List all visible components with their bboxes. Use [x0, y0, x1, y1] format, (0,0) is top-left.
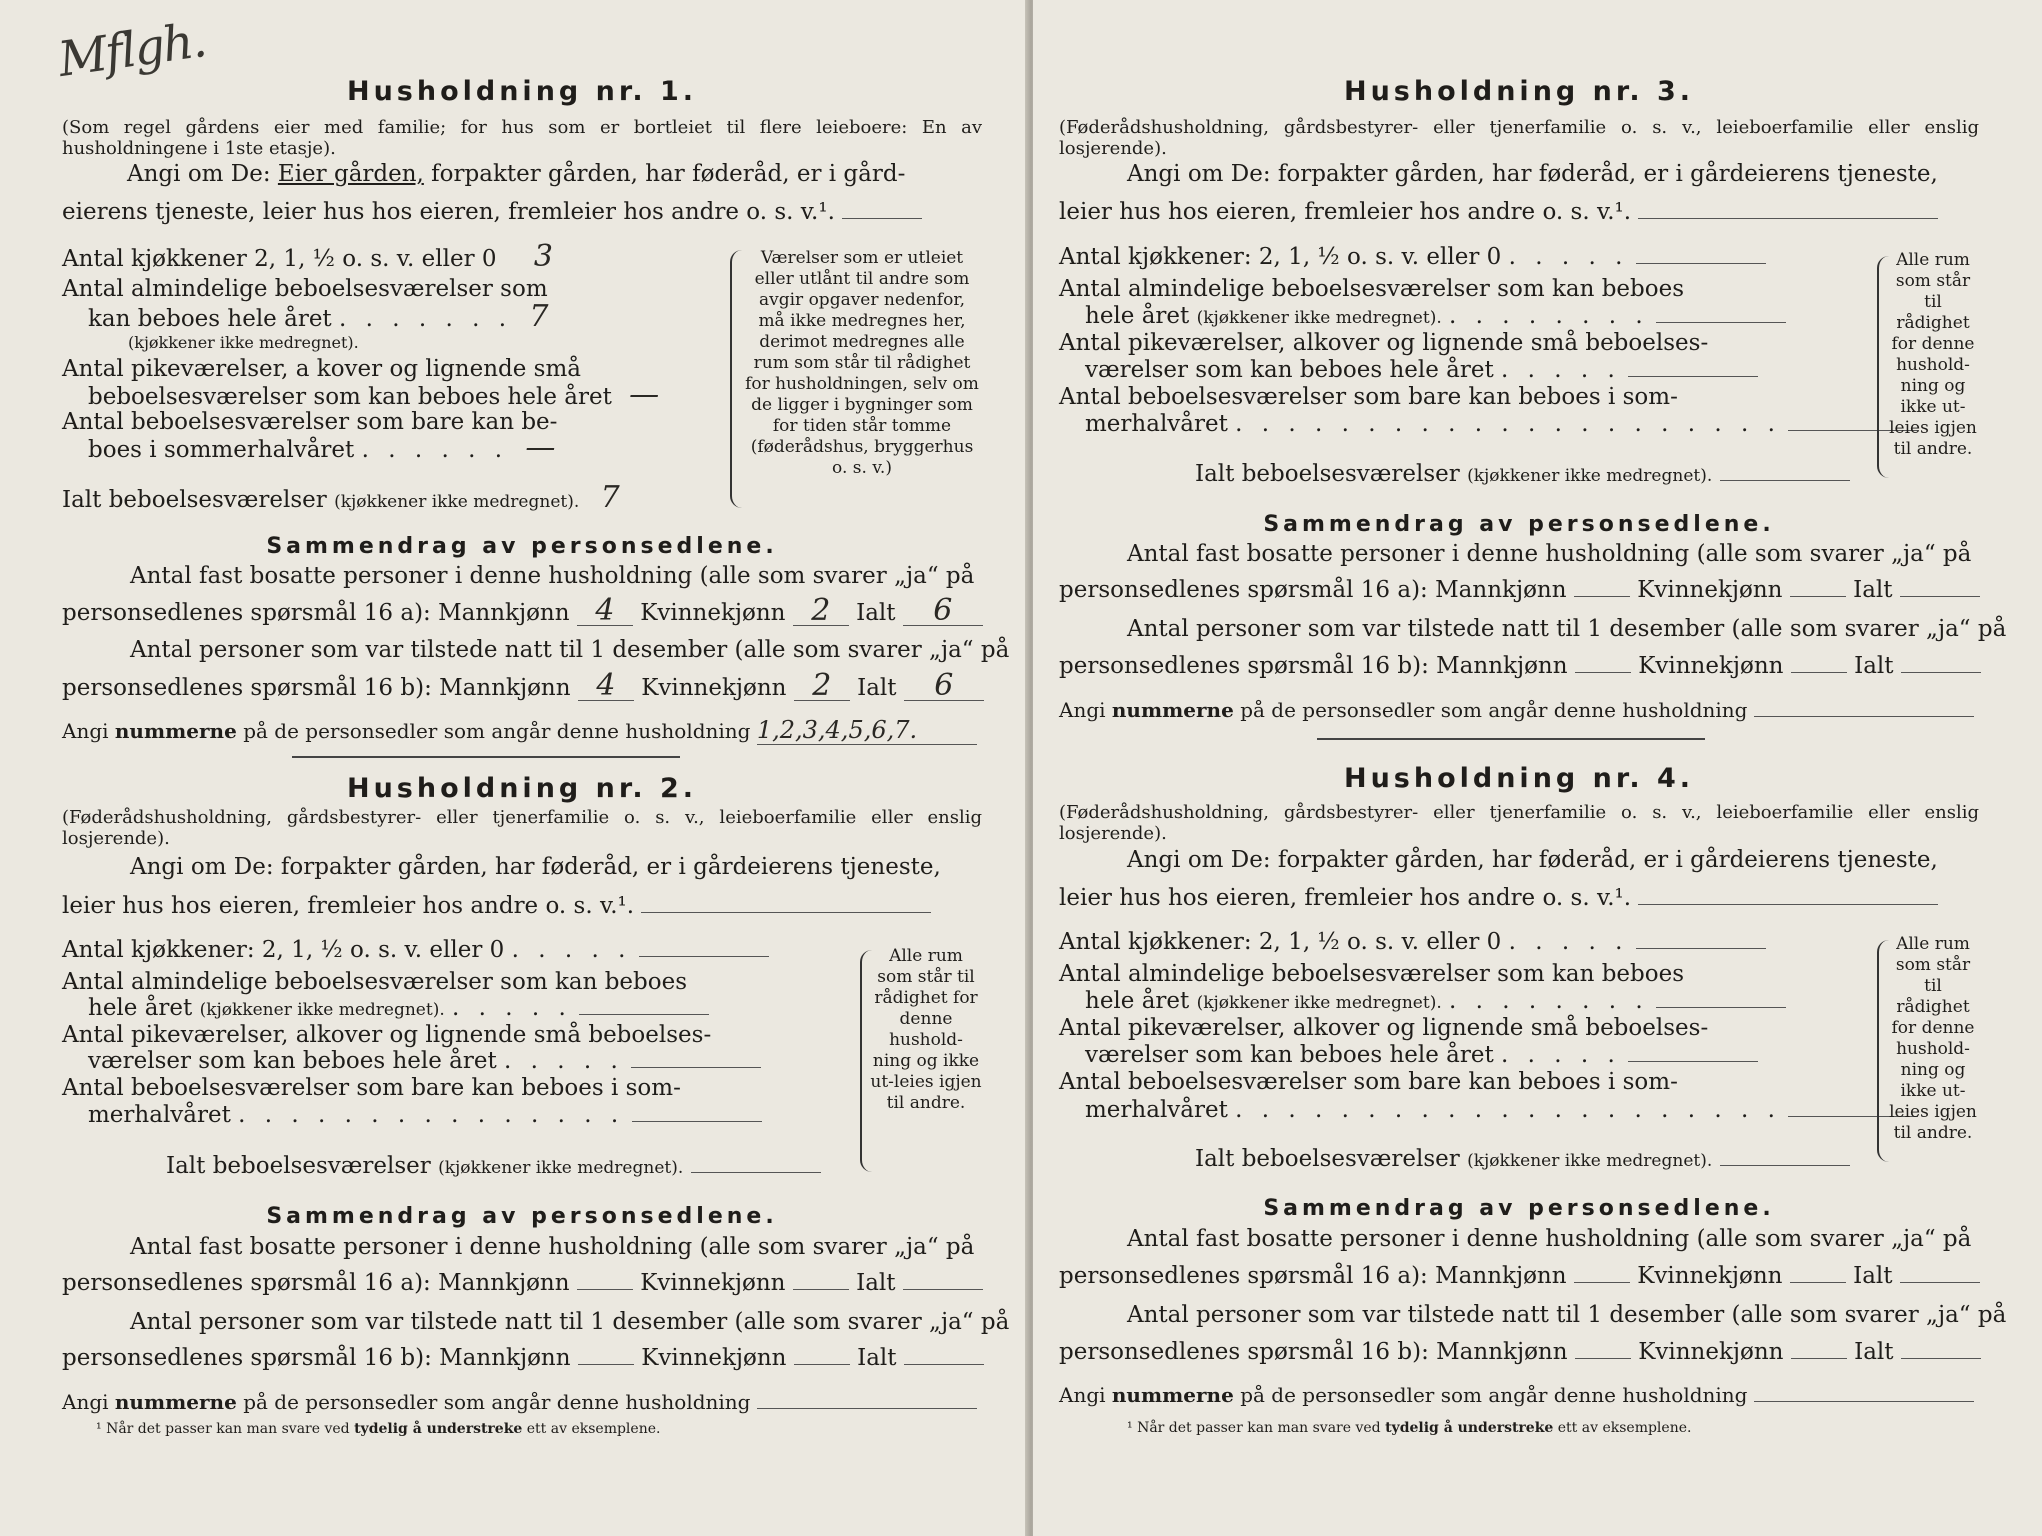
male-value: 4: [577, 597, 633, 626]
male-blank: [1575, 671, 1631, 673]
answer-line: [1636, 262, 1766, 264]
footnote-b: tydelig å understreke: [354, 1421, 523, 1437]
kitchens-value: 3: [533, 239, 553, 274]
numbers-label-b: nummerne: [114, 1390, 237, 1414]
rooms-label-b: hele året: [1085, 988, 1190, 1014]
h4-small-rooms-row: værelser som kan beboes hele året . . . . .: [1085, 1041, 1758, 1069]
h3-present-text: Antal personer som var tilstede natt til 1 desember (alle som svarer „ja“ på: [1127, 616, 2007, 642]
h4-summer-rooms-label-a: Antal beboelsesværelser som bare kan beboes i som-: [1059, 1069, 1678, 1095]
angi-options-cont: leier hus hos eieren, fremleier hos andre o. s. v.¹.: [1059, 885, 1632, 911]
female-blank: [794, 1363, 850, 1365]
numbers-blank: [757, 1407, 977, 1409]
female-label: Kvinnekjønn: [641, 675, 787, 701]
h3-resident-row: [1059, 576, 1980, 604]
rooms-sub: (kjøkkener ikke medregnet).: [1196, 308, 1442, 328]
summer-rooms-label-b: merhalvåret: [1085, 411, 1228, 437]
h2-total-row: [166, 1152, 821, 1182]
total-blank: [903, 1288, 983, 1290]
h2-rooms-label-a: Antal almindelige beboelsesværelser som kan beboes: [62, 969, 688, 995]
rooms-label-b: hele året: [88, 995, 193, 1021]
male-blank: [1574, 1281, 1630, 1283]
total-label: Ialt beboelsesværelser: [62, 487, 327, 513]
h3-total-row: [1195, 460, 1850, 490]
answer-line: [579, 1013, 709, 1015]
h4-rooms-label-a: Antal almindelige beboelsesværelser som kan beboes: [1059, 961, 1685, 987]
divider: [1317, 738, 1705, 740]
numbers-label-b: nummerne: [1111, 1383, 1234, 1407]
h1-summer-rooms-row: boes i sommerhalvåret . . . . . . —: [88, 430, 556, 465]
h1-resident-text: Antal fast bosatte personer i denne husholdning (alle som svarer „ja“ på: [130, 563, 975, 589]
h1-side-note: Værelser som er utleiet eller utlånt til andre som avgir opgaver nedenfor, må ikke medregnes her, derimot medregnes alle rum som står til rådighet for husholdningen, selv om de ligger i bygninger som for tiden står tomme (føderådshus, bryggerhus o. s. v.): [745, 248, 979, 478]
footnote-c: ett av eksemplene.: [1557, 1420, 1692, 1436]
footnote-c: ett av eksemplene.: [526, 1421, 661, 1437]
h4-small-rooms-label-a: Antal pikeværelser, alkover og lignende små beboelses-: [1059, 1015, 1709, 1041]
household-4-title: Husholdning nr. 4.: [1343, 763, 1695, 794]
h1-summary-title: Sammendrag av personsedlene.: [266, 534, 778, 559]
answer-line: [1638, 217, 1938, 219]
household-2-title: Husholdning nr. 2.: [346, 773, 698, 804]
small-rooms-label-b: værelser som kan beboes hele året: [1085, 1042, 1494, 1068]
h3-small-rooms-label-a: Antal pikeværelser, alkover og lignende små beboelses-: [1059, 330, 1709, 356]
right-page: [1033, 0, 2042, 1536]
h4-present-text: Antal personer som var tilstede natt til 1 desember (alle som svarer „ja“ på: [1127, 1302, 2007, 1328]
rooms-label-b: kan beboes hele året: [88, 306, 332, 332]
female-label: Kvinnekjønn: [1637, 577, 1783, 603]
female-blank: [1790, 1281, 1846, 1283]
footnote-a: ¹ Når det passer kan man svare ved: [96, 1421, 350, 1437]
household-2-note: (Føderådshusholdning, gårdsbestyrer- eller tjenerfamilie o. s. v., leieboerfamilie eller enslig losjerende).: [62, 807, 982, 849]
h2-kitchens-row: Antal kjøkkener: 2, 1, ½ o. s. v. eller 0 . . . . .: [62, 936, 769, 964]
h4-summary-title: Sammendrag av personsedlene.: [1263, 1196, 1775, 1221]
h3-numbers-row: [1059, 696, 1974, 724]
rooms-sub: (kjøkkener ikke medregnet).: [199, 1000, 445, 1020]
summer-rooms-label-b: merhalvåret: [88, 1102, 231, 1128]
male-blank: [578, 1363, 634, 1365]
numbers-blank: [1754, 715, 1974, 717]
total-sub: (kjøkkener ikke medregnet).: [1467, 1151, 1713, 1171]
numbers-value: 1,2,3,4,5,6,7.: [757, 716, 977, 745]
numbers-blank: [1754, 1400, 1974, 1402]
right-footnote: [1127, 1420, 1691, 1436]
answer-line: [842, 217, 922, 219]
household-3-note: (Føderådshusholdning, gårdsbestyrer- eller tjenerfamilie o. s. v., leieboerfamilie eller enslig losjerende).: [1059, 117, 1979, 159]
h3-kitchens-row: Antal kjøkkener: 2, 1, ½ o. s. v. eller 0 . . . . .: [1059, 243, 1766, 271]
female-label: Kvinnekjønn: [641, 1345, 787, 1371]
total-persons-label: Ialt: [857, 1345, 897, 1371]
summer-rooms-value: —: [525, 430, 556, 465]
h4-resident-row: [1059, 1262, 1980, 1290]
answer-line: [632, 1120, 762, 1122]
small-rooms-label-b: beboelsesværelser som kan beboes hele året: [88, 384, 612, 410]
answer-line: [691, 1171, 821, 1173]
total-sub: (kjøkkener ikke medregnet).: [1467, 466, 1713, 486]
answer-line: [1720, 479, 1850, 481]
kitchens-label: Antal kjøkkener 2, 1, ½ o. s. v. eller 0: [62, 246, 497, 272]
h4-numbers-row: [1059, 1381, 1974, 1409]
female-value: 2: [793, 597, 849, 626]
small-rooms-label-b: værelser som kan beboes hele året: [1085, 357, 1494, 383]
male-label: personsedlenes spørsmål 16 a): Mannkjønn: [1059, 577, 1567, 603]
male-blank: [1574, 595, 1630, 597]
answer-line: [631, 1066, 761, 1068]
h2-numbers-row: [62, 1388, 977, 1416]
h2-rooms-row: hele året (kjøkkener ikke medregnet). . . . . .: [88, 994, 709, 1024]
answer-line: [1628, 375, 1758, 377]
answer-line: [1656, 321, 1786, 323]
numbers-label-a: Angi: [62, 1390, 109, 1414]
female-blank: [1791, 671, 1847, 673]
household-1-note: (Som regel gårdens eier med familie; for hus som er bortleiet til flere leieboere: En av husholdningene i 1ste etasje).: [62, 117, 982, 159]
h4-angi-line-2: [1059, 884, 1938, 912]
household-1-title: Husholdning nr. 1.: [346, 76, 698, 107]
numbers-label-c: på de personsedler som angår denne husholdning: [1240, 698, 1748, 722]
h4-angi-line-1: Angi om De: forpakter gården, har føderåd, er i gårdeierens tjeneste,: [1127, 847, 1938, 873]
household-4-note: (Føderådshusholdning, gårdsbestyrer- eller tjenerfamilie o. s. v., leieboerfamilie eller enslig losjerende).: [1059, 802, 1979, 844]
angi-options-cont: eierens tjeneste, leier hus hos eieren, fremleier hos andre o. s. v.¹.: [62, 199, 835, 225]
h1-rooms-label-a: Antal almindelige beboelsesværelser som: [62, 276, 548, 302]
h2-present-row: [62, 1344, 984, 1372]
angi-options-cont: leier hus hos eieren, fremleier hos andre o. s. v.¹.: [1059, 199, 1632, 225]
total-persons-label: Ialt: [1854, 1339, 1894, 1365]
h2-resident-text: Antal fast bosatte personer i denne husholdning (alle som svarer „ja“ på: [130, 1234, 975, 1260]
household-1-angi-line-2: [62, 198, 922, 226]
female-blank: [1790, 595, 1846, 597]
h2-summer-rooms-row: merhalvåret . . . . . . . . . . . . . . .: [88, 1101, 762, 1129]
kitchens-label: Antal kjøkkener: 2, 1, ½ o. s. v. eller 0: [62, 937, 505, 963]
h3-present-row: [1059, 652, 1981, 680]
h1-total-row: [62, 480, 620, 516]
kitchens-label: Antal kjøkkener: 2, 1, ½ o. s. v. eller 0: [1059, 929, 1502, 955]
answer-line: [1720, 1164, 1850, 1166]
male-blank: [1575, 1357, 1631, 1359]
h1-rooms-sub: (kjøkkener ikke medregnet).: [128, 333, 359, 352]
handwritten-stamp: Mflgh.: [54, 12, 209, 88]
h1-numbers-row: [62, 716, 977, 745]
rooms-label-b: hele året: [1085, 303, 1190, 329]
h3-rooms-label-a: Antal almindelige beboelsesværelser som kan beboes: [1059, 276, 1685, 302]
answer-line: [1638, 903, 1938, 905]
footnote-a: ¹ Når det passer kan man svare ved: [1127, 1420, 1381, 1436]
numbers-label-a: Angi: [1059, 698, 1106, 722]
male-blank: [577, 1288, 633, 1290]
total-label: Ialt beboelsesværelser: [166, 1153, 431, 1179]
total-blank: [1901, 1357, 1981, 1359]
h3-angi-line-1: Angi om De: forpakter gården, har føderåd, er i gårdeierens tjeneste,: [1127, 161, 1938, 187]
total-blank: [1901, 671, 1981, 673]
h2-angi-line-2: [62, 892, 931, 920]
numbers-label-a: Angi: [1059, 1383, 1106, 1407]
h2-small-rooms-label-a: Antal pikeværelser, alkover og lignende små beboelses-: [62, 1022, 712, 1048]
h4-side-note: Alle rum som står til rådighet for denne hushold-ning og ikke ut-leies igjen til andre.: [1889, 934, 1977, 1143]
angi-eier-underlined: Eier gården,: [277, 161, 424, 187]
h4-summer-rooms-row: merhalvåret . . . . . . . . . . . . . . . . . . . . .: [1085, 1096, 1918, 1124]
small-rooms-value: —: [629, 377, 660, 412]
male-label: personsedlenes spørsmål 16 b): Mannkjønn: [62, 675, 571, 701]
h2-summary-title: Sammendrag av personsedlene.: [266, 1204, 778, 1229]
left-footnote: [96, 1421, 660, 1437]
answer-line: [641, 911, 931, 913]
angi-options-cont: leier hus hos eieren, fremleier hos andre o. s. v.¹.: [62, 893, 635, 919]
total-blank: [1900, 1281, 1980, 1283]
numbers-label-a: Angi: [62, 719, 109, 743]
h3-summary-title: Sammendrag av personsedlene.: [1263, 512, 1775, 537]
h3-angi-line-2: [1059, 198, 1938, 226]
h3-rooms-row: hele året (kjøkkener ikke medregnet). . . . . . . . .: [1085, 302, 1786, 332]
total-persons-label: Ialt: [1853, 1263, 1893, 1289]
total-value: 7: [600, 480, 620, 515]
total-label: Ialt beboelsesværelser: [1195, 461, 1460, 487]
divider: [292, 756, 680, 758]
answer-line: [1636, 947, 1766, 949]
h2-resident-row: [62, 1269, 983, 1297]
rooms-value: 7: [529, 299, 549, 334]
angi-options: forpakter gården, har føderåd, er i gård-: [431, 161, 906, 187]
total-label: Ialt beboelsesværelser: [1195, 1146, 1460, 1172]
female-label: Kvinnekjønn: [1638, 1339, 1784, 1365]
h4-kitchens-row: Antal kjøkkener: 2, 1, ½ o. s. v. eller 0 . . . . .: [1059, 928, 1766, 956]
male-label: personsedlenes spørsmål 16 b): Mannkjønn: [62, 1345, 571, 1371]
small-rooms-label-b: værelser som kan beboes hele året: [88, 1048, 497, 1074]
footnote-b: tydelig å understreke: [1385, 1420, 1554, 1436]
h1-small-rooms-row: [88, 377, 660, 412]
female-blank: [1791, 1357, 1847, 1359]
h4-resident-text: Antal fast bosatte personer i denne husholdning (alle som svarer „ja“ på: [1127, 1226, 1972, 1252]
h3-summer-rooms-label-a: Antal beboelsesværelser som bare kan beboes i som-: [1059, 384, 1678, 410]
male-label: personsedlenes spørsmål 16 a): Mannkjønn: [1059, 1263, 1567, 1289]
numbers-label-b: nummerne: [1111, 698, 1234, 722]
h1-present-text: Antal personer som var tilstede natt til 1 desember (alle som svarer „ja“ på: [130, 637, 1010, 663]
h4-rooms-row: hele året (kjøkkener ikke medregnet). . . . . . . . .: [1085, 987, 1786, 1017]
total-persons-label: Ialt: [1854, 653, 1894, 679]
female-value: 2: [794, 672, 850, 701]
total-sub: (kjøkkener ikke medregnet).: [334, 492, 580, 512]
h1-present-row: [62, 668, 984, 703]
h1-rooms-row: kan beboes hele året . . . . . . . 7: [88, 299, 549, 334]
male-label: personsedlenes spørsmål 16 a): Mannkjønn: [62, 600, 570, 626]
h2-side-note: Alle rum som står til rådighet for denne hushold-ning og ikke ut-leies igjen til andre.: [870, 946, 982, 1113]
answer-line: [1628, 1060, 1758, 1062]
h3-side-note: Alle rum som står til rådighet for denne hushold-ning og ikke ut-leies igjen til andre.: [1889, 250, 1977, 459]
rooms-sub: (kjøkkener ikke medregnet).: [1196, 993, 1442, 1013]
angi-label: Angi om De:: [127, 161, 271, 187]
total-persons-label: Ialt: [856, 1270, 896, 1296]
h2-angi-line-1: Angi om De: forpakter gården, har føderåd, er i gårdeierens tjeneste,: [130, 854, 941, 880]
total-blank: [904, 1363, 984, 1365]
h3-summer-rooms-row: merhalvåret . . . . . . . . . . . . . . . . . . . . .: [1085, 410, 1918, 438]
numbers-label-c: på de personsedler som angår denne husholdning: [243, 1390, 751, 1414]
total-persons-value: 6: [903, 597, 983, 626]
male-label: personsedlenes spørsmål 16 b): Mannkjønn: [1059, 653, 1568, 679]
female-label: Kvinnekjønn: [640, 600, 786, 626]
summer-rooms-label-b: merhalvåret: [1085, 1097, 1228, 1123]
female-blank: [793, 1288, 849, 1290]
total-blank: [1900, 595, 1980, 597]
total-sub: (kjøkkener ikke medregnet).: [438, 1158, 684, 1178]
total-persons-label: Ialt: [857, 675, 897, 701]
female-label: Kvinnekjønn: [640, 1270, 786, 1296]
h2-summer-rooms-label-a: Antal beboelsesværelser som bare kan beboes i som-: [62, 1075, 681, 1101]
h1-resident-row: [62, 593, 983, 628]
h1-small-rooms-label-a: Antal pikeværelser, a kover og lignende små: [62, 356, 581, 382]
h3-small-rooms-row: værelser som kan beboes hele året . . . . .: [1085, 356, 1758, 384]
household-1-angi-line-1: [127, 160, 905, 188]
female-label: Kvinnekjønn: [1637, 1263, 1783, 1289]
male-value: 4: [578, 672, 634, 701]
h1-kitchens-row: [62, 239, 553, 274]
numbers-label-b: nummerne: [114, 719, 237, 743]
total-persons-label: Ialt: [856, 600, 896, 626]
numbers-label-c: på de personsedler som angår denne husholdning: [1240, 1383, 1748, 1407]
h4-present-row: [1059, 1338, 1981, 1366]
answer-line: [1656, 1006, 1786, 1008]
h2-small-rooms-row: værelser som kan beboes hele året . . . . .: [88, 1047, 761, 1075]
summer-rooms-label-b: boes i sommerhalvåret: [88, 437, 355, 463]
total-persons-value: 6: [904, 672, 984, 701]
h4-total-row: [1195, 1145, 1850, 1175]
h2-present-text: Antal personer som var tilstede natt til 1 desember (alle som svarer „ja“ på: [130, 1309, 1010, 1335]
female-label: Kvinnekjønn: [1638, 653, 1784, 679]
male-label: personsedlenes spørsmål 16 a): Mannkjønn: [62, 1270, 570, 1296]
male-label: personsedlenes spørsmål 16 b): Mannkjønn: [1059, 1339, 1568, 1365]
h3-resident-text: Antal fast bosatte personer i denne husholdning (alle som svarer „ja“ på: [1127, 541, 1972, 567]
total-persons-label: Ialt: [1853, 577, 1893, 603]
h1-summer-rooms-label-a: Antal beboelsesværelser som bare kan be-: [62, 409, 558, 435]
brace: [730, 250, 742, 508]
answer-line: [639, 955, 769, 957]
household-3-title: Husholdning nr. 3.: [1343, 76, 1695, 107]
kitchens-label: Antal kjøkkener: 2, 1, ½ o. s. v. eller 0: [1059, 244, 1502, 270]
numbers-label-c: på de personsedler som angår denne husholdning: [243, 719, 751, 743]
